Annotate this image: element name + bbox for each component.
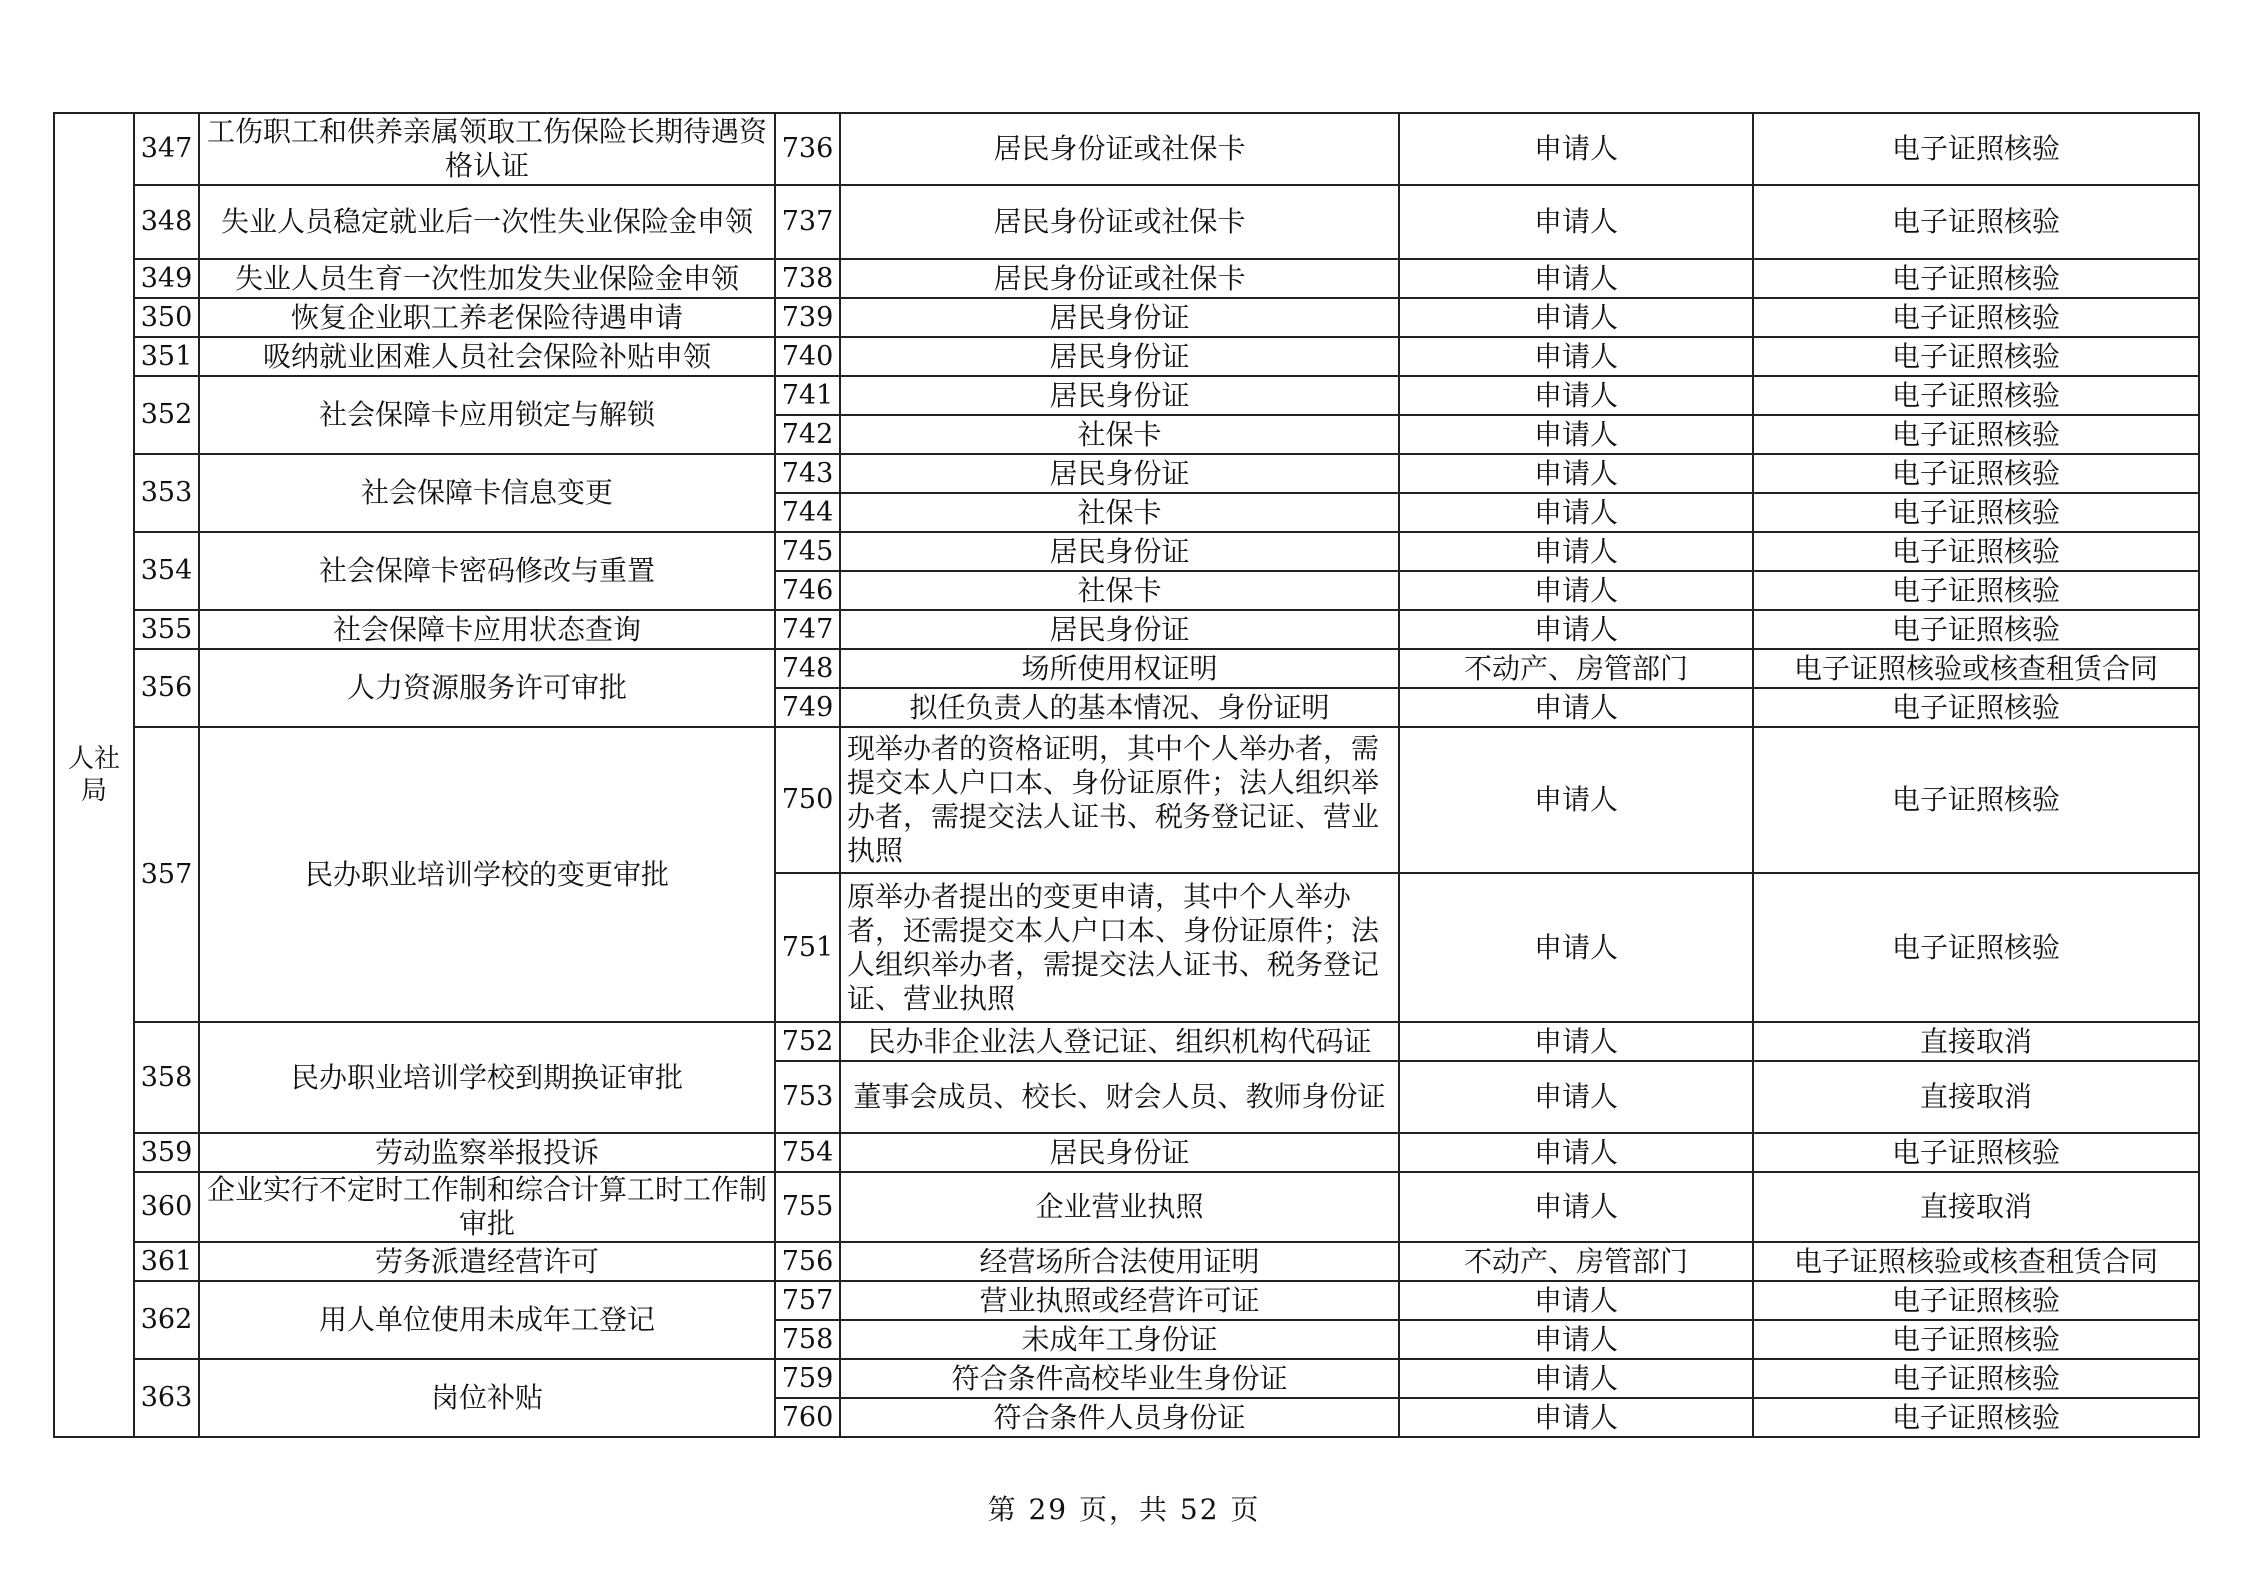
verification-method: 电子证照核验或核查租赁合同 [1753, 649, 2199, 688]
item-name: 社会保障卡密码修改与重置 [199, 532, 775, 610]
table-row [54, 1281, 2199, 1320]
verification-method: 电子证照核验 [1753, 532, 2199, 571]
material-name: 居民身份证 [840, 298, 1399, 337]
material-name: 拟任负责人的基本情况、身份证明 [840, 688, 1399, 727]
department-cell: 人社局 [54, 113, 134, 1437]
item-name: 工伤职工和供养亲属领取工伤保险长期待遇资格认证 [199, 113, 775, 185]
table-row [54, 113, 2199, 185]
material-code: 759 [775, 1359, 840, 1398]
item-name: 社会保障卡应用锁定与解锁 [199, 376, 775, 454]
material-code: 741 [775, 376, 840, 415]
table-row [54, 337, 2199, 376]
item-number: 363 [134, 1359, 199, 1437]
material-name: 符合条件人员身份证 [840, 1398, 1399, 1437]
material-name: 营业执照或经营许可证 [840, 1281, 1399, 1320]
item-number: 354 [134, 532, 199, 610]
material-name: 居民身份证 [840, 376, 1399, 415]
item-name: 岗位补贴 [199, 1359, 775, 1437]
material-source: 申请人 [1399, 1172, 1753, 1242]
material-source: 申请人 [1399, 259, 1753, 298]
verification-method: 电子证照核验 [1753, 259, 2199, 298]
material-name: 居民身份证或社保卡 [840, 185, 1399, 259]
material-name: 居民身份证 [840, 337, 1399, 376]
material-name: 符合条件高校毕业生身份证 [840, 1359, 1399, 1398]
material-source: 申请人 [1399, 873, 1753, 1022]
material-code: 753 [775, 1061, 840, 1133]
material-name: 董事会成员、校长、财会人员、教师身份证 [840, 1061, 1399, 1133]
material-source: 不动产、房管部门 [1399, 1242, 1753, 1281]
material-source: 申请人 [1399, 1281, 1753, 1320]
material-name: 居民身份证或社保卡 [840, 259, 1399, 298]
item-name: 吸纳就业困难人员社会保险补贴申领 [199, 337, 775, 376]
item-number: 358 [134, 1022, 199, 1133]
material-name: 场所使用权证明 [840, 649, 1399, 688]
material-code: 743 [775, 454, 840, 493]
item-number: 350 [134, 298, 199, 337]
material-source: 申请人 [1399, 113, 1753, 185]
verification-method: 电子证照核验 [1753, 454, 2199, 493]
table-row [54, 1242, 2199, 1281]
item-name: 社会保障卡信息变更 [199, 454, 775, 532]
item-number: 356 [134, 649, 199, 727]
verification-method: 电子证照核验 [1753, 298, 2199, 337]
material-code: 751 [775, 873, 840, 1022]
item-number: 351 [134, 337, 199, 376]
verification-method: 电子证照核验 [1753, 610, 2199, 649]
material-code: 747 [775, 610, 840, 649]
item-name: 劳务派遣经营许可 [199, 1242, 775, 1281]
material-code: 750 [775, 727, 840, 873]
material-source: 申请人 [1399, 337, 1753, 376]
material-source: 申请人 [1399, 1022, 1753, 1061]
material-name: 居民身份证 [840, 454, 1399, 493]
material-source: 申请人 [1399, 298, 1753, 337]
material-code: 749 [775, 688, 840, 727]
item-name: 劳动监察举报投诉 [199, 1133, 775, 1172]
verification-method: 电子证照核验 [1753, 376, 2199, 415]
verification-method: 直接取消 [1753, 1172, 2199, 1242]
material-code: 752 [775, 1022, 840, 1061]
material-name: 原举办者提出的变更申请，其中个人举办者，还需提交本人户口本、身份证原件；法人组织举办者，需提交法人证书、税务登记证、营业执照 [840, 873, 1399, 1022]
material-source: 申请人 [1399, 532, 1753, 571]
verification-method: 电子证照核验 [1753, 185, 2199, 259]
verification-method: 电子证照核验 [1753, 1133, 2199, 1172]
table-row [54, 1133, 2199, 1172]
material-source: 申请人 [1399, 727, 1753, 873]
material-name: 居民身份证 [840, 532, 1399, 571]
material-name: 居民身份证 [840, 610, 1399, 649]
table-row [54, 1022, 2199, 1061]
material-source: 申请人 [1399, 1359, 1753, 1398]
material-source: 申请人 [1399, 493, 1753, 532]
table-row [54, 1172, 2199, 1242]
material-source: 申请人 [1399, 185, 1753, 259]
material-code: 755 [775, 1172, 840, 1242]
material-code: 736 [775, 113, 840, 185]
material-source: 申请人 [1399, 688, 1753, 727]
material-name: 社保卡 [840, 493, 1399, 532]
material-code: 748 [775, 649, 840, 688]
page-number: 第 29 页，共 52 页 [987, 1493, 1261, 1526]
material-code: 740 [775, 337, 840, 376]
item-number: 352 [134, 376, 199, 454]
material-name: 现举办者的资格证明，其中个人举办者，需提交本人户口本、身份证原件；法人组织举办者，需提交法人证书、税务登记证、营业执照 [840, 727, 1399, 873]
verification-method: 电子证照核验 [1753, 873, 2199, 1022]
material-name: 社保卡 [840, 571, 1399, 610]
material-name: 未成年工身份证 [840, 1320, 1399, 1359]
material-source: 申请人 [1399, 415, 1753, 454]
item-name: 失业人员生育一次性加发失业保险金申领 [199, 259, 775, 298]
item-number: 347 [134, 113, 199, 185]
material-code: 737 [775, 185, 840, 259]
materials-table [53, 112, 2200, 1438]
item-number: 361 [134, 1242, 199, 1281]
item-number: 355 [134, 610, 199, 649]
item-number: 353 [134, 454, 199, 532]
item-name: 企业实行不定时工作制和综合计算工时工作制审批 [199, 1172, 775, 1242]
material-name: 经营场所合法使用证明 [840, 1242, 1399, 1281]
material-code: 738 [775, 259, 840, 298]
material-source: 不动产、房管部门 [1399, 649, 1753, 688]
material-source: 申请人 [1399, 610, 1753, 649]
item-name: 人力资源服务许可审批 [199, 649, 775, 727]
item-number: 349 [134, 259, 199, 298]
verification-method: 电子证照核验 [1753, 337, 2199, 376]
material-source: 申请人 [1399, 1398, 1753, 1437]
item-number: 357 [134, 727, 199, 1022]
table-row [54, 532, 2199, 571]
item-number: 359 [134, 1133, 199, 1172]
item-name: 失业人员稳定就业后一次性失业保险金申领 [199, 185, 775, 259]
material-code: 757 [775, 1281, 840, 1320]
verification-method: 电子证照核验 [1753, 113, 2199, 185]
verification-method: 直接取消 [1753, 1061, 2199, 1133]
table-row [54, 298, 2199, 337]
material-code: 744 [775, 493, 840, 532]
item-number: 348 [134, 185, 199, 259]
table-row [54, 376, 2199, 415]
table-row [54, 259, 2199, 298]
table-row [54, 610, 2199, 649]
material-code: 739 [775, 298, 840, 337]
material-source: 申请人 [1399, 571, 1753, 610]
verification-method: 电子证照核验 [1753, 1281, 2199, 1320]
verification-method: 电子证照核验 [1753, 688, 2199, 727]
verification-method: 直接取消 [1753, 1022, 2199, 1061]
verification-method: 电子证照核验 [1753, 493, 2199, 532]
item-number: 362 [134, 1281, 199, 1359]
verification-method: 电子证照核验 [1753, 1398, 2199, 1437]
material-code: 754 [775, 1133, 840, 1172]
verification-method: 电子证照核验 [1753, 1359, 2199, 1398]
material-code: 742 [775, 415, 840, 454]
verification-method: 电子证照核验 [1753, 415, 2199, 454]
table-row [54, 454, 2199, 493]
table-row [54, 727, 2199, 873]
material-source: 申请人 [1399, 1133, 1753, 1172]
verification-method: 电子证照核验 [1753, 571, 2199, 610]
item-name: 用人单位使用未成年工登记 [199, 1281, 775, 1359]
verification-method: 电子证照核验 [1753, 1320, 2199, 1359]
material-name: 企业营业执照 [840, 1172, 1399, 1242]
material-source: 申请人 [1399, 376, 1753, 415]
material-code: 746 [775, 571, 840, 610]
material-name: 居民身份证 [840, 1133, 1399, 1172]
verification-method: 电子证照核验或核查租赁合同 [1753, 1242, 2199, 1281]
item-name: 民办职业培训学校到期换证审批 [199, 1022, 775, 1133]
material-code: 745 [775, 532, 840, 571]
item-number: 360 [134, 1172, 199, 1242]
item-name: 民办职业培训学校的变更审批 [199, 727, 775, 1022]
table-row [54, 1359, 2199, 1398]
table-row [54, 649, 2199, 688]
material-name: 民办非企业法人登记证、组织机构代码证 [840, 1022, 1399, 1061]
material-source: 申请人 [1399, 1061, 1753, 1133]
verification-method: 电子证照核验 [1753, 727, 2199, 873]
material-name: 社保卡 [840, 415, 1399, 454]
material-source: 申请人 [1399, 454, 1753, 493]
material-source: 申请人 [1399, 1320, 1753, 1359]
material-code: 758 [775, 1320, 840, 1359]
table-row [54, 185, 2199, 259]
material-name: 居民身份证或社保卡 [840, 113, 1399, 185]
item-name: 社会保障卡应用状态查询 [199, 610, 775, 649]
material-code: 756 [775, 1242, 840, 1281]
material-code: 760 [775, 1398, 840, 1437]
item-name: 恢复企业职工养老保险待遇申请 [199, 298, 775, 337]
